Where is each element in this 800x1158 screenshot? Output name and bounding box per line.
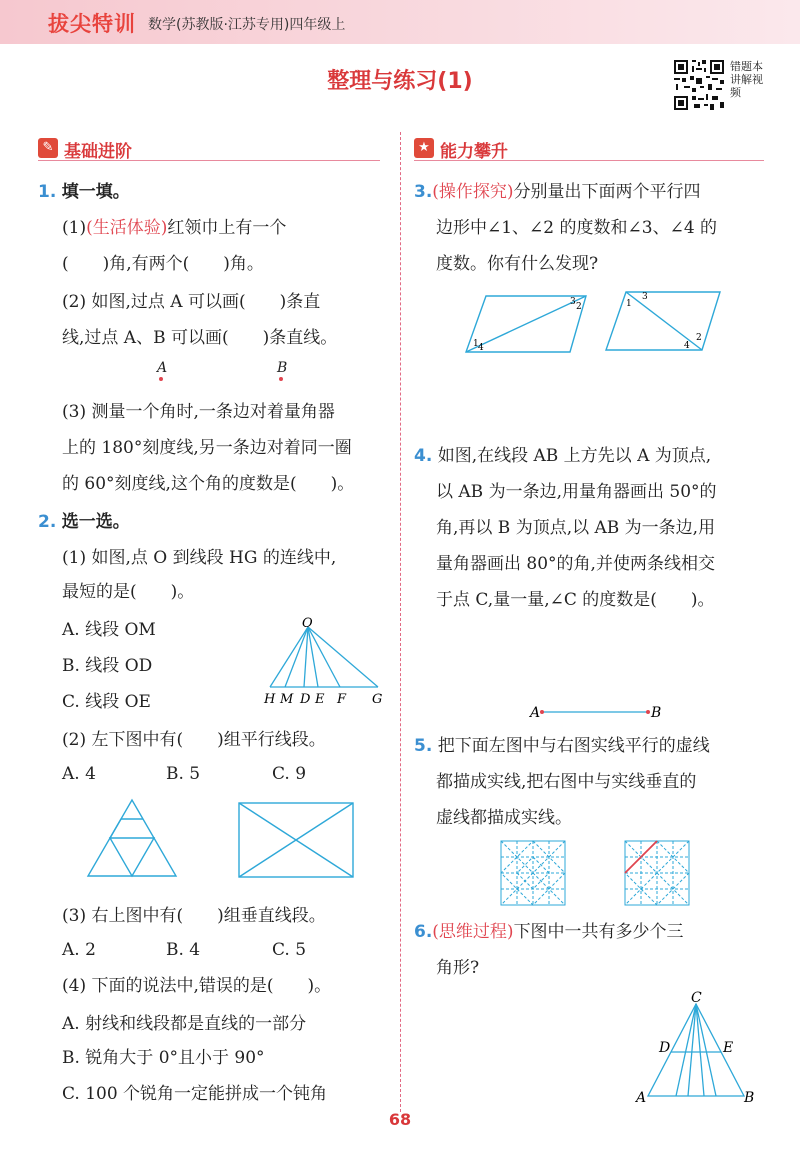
q2-s2-option-a[interactable]: A. 4 — [62, 764, 96, 784]
q2-number: 2. — [38, 512, 57, 532]
section-basic-underline — [38, 160, 380, 161]
q6-tag: (思维过程) — [432, 922, 514, 942]
tri-label-d: D — [659, 1040, 671, 1056]
point-b-label: B — [277, 360, 288, 376]
q3-line2: 边形中∠1、∠2 的度数和∠3、∠4 的 — [436, 218, 718, 238]
tri-label-b: B — [744, 1090, 755, 1106]
p1-angle-1: 1 — [473, 339, 479, 349]
q2-s2: (2) 左下图中有( )组平行线段。 — [62, 730, 326, 750]
q1-head: 填一填。 — [61, 182, 130, 202]
section-advanced: 能力攀升 — [440, 142, 508, 162]
q3-tag: (操作探究) — [432, 182, 514, 202]
p1-angle-2: 2 — [576, 302, 582, 312]
seg-label-a: A — [530, 705, 541, 721]
dashed-grid-right-figure — [624, 840, 690, 906]
q2-s3-option-c[interactable]: C. 5 — [272, 940, 307, 960]
q4-line2: 以 AB 为一条边,用量角器画出 50°的 — [436, 482, 717, 502]
p1-angle-3: 3 — [570, 297, 576, 307]
q2-s1-line2: 最短的是( )。 — [62, 582, 195, 602]
p2-angle-1: 1 — [626, 299, 632, 309]
q1-part2-line2: 线,过点 A、B 可以画( )条直线。 — [62, 328, 338, 348]
point-a-label: A — [157, 360, 168, 376]
section-basic: 基础进阶 — [64, 142, 132, 162]
q1-heading — [38, 180, 130, 204]
q4-line4: 量角器画出 80°的角,并使两条线相交 — [436, 554, 715, 574]
seg-label-b: B — [651, 705, 662, 721]
subdivided-triangle-figure — [84, 796, 184, 882]
label-m: M — [280, 692, 294, 707]
brand-logo: 拔尖特训 — [48, 12, 136, 36]
q1-part1-line2: ( )角,有两个( )角。 — [62, 254, 264, 274]
q2-head: 选一选。 — [61, 512, 130, 532]
rectangle-diagonals-figure — [236, 800, 356, 882]
q3-text-a: 分别量出下面两个平行四 — [513, 182, 701, 202]
tri-label-a: A — [636, 1090, 647, 1106]
q1-part3-line3: 的 60°刻度线,这个角的度数是( )。 — [62, 474, 355, 494]
q5-number: 5. — [414, 736, 433, 756]
q2-s3-option-a[interactable]: A. 2 — [62, 940, 96, 960]
q2-heading — [38, 510, 130, 534]
climb-icon: ★ — [414, 138, 434, 158]
triangle-count-figure — [634, 988, 764, 1108]
q5-text-a: 把下面左图中与右图实线平行的虚线 — [437, 736, 710, 756]
q4-text-a: 如图,在线段 AB 上方先以 A 为顶点, — [437, 446, 712, 466]
q3-line3: 度数。你有什么发现? — [436, 254, 599, 274]
q1-number: 1. — [38, 182, 57, 202]
q2-s4-option-b[interactable]: B. 锐角大于 0°且小于 90° — [62, 1048, 265, 1068]
pen-icon: ✎ — [38, 138, 58, 158]
q5-line3: 虚线都描成实线。 — [436, 808, 572, 828]
label-e: E — [315, 692, 325, 707]
label-g: G — [372, 692, 383, 707]
q5-line2: 都描成实线,把右图中与实线垂直的 — [436, 772, 697, 792]
q1-part3-line1: (3) 测量一个角时,一条边对着量角器 — [62, 402, 335, 422]
triangle-ohg-figure — [260, 615, 390, 710]
parallelogram-2-figure — [604, 288, 724, 356]
q3-line1 — [414, 180, 701, 204]
q1-part2-line1: (2) 如图,过点 A 可以画( )条直 — [62, 292, 321, 312]
point-a-dot — [159, 377, 163, 381]
qr-code-icon[interactable] — [672, 58, 726, 112]
page-title: 整理与练习(1) — [327, 69, 473, 94]
tri-label-e: E — [723, 1040, 734, 1056]
label-f: F — [337, 692, 347, 707]
q2-s3-option-b[interactable]: B. 4 — [166, 940, 201, 960]
segment-ab-figure — [530, 702, 662, 722]
q1-p1-a: (1) — [62, 218, 87, 238]
page-number: 68 — [388, 1110, 412, 1129]
q2-s1-option-c[interactable]: C. 线段 OE — [62, 692, 151, 712]
label-o: O — [302, 616, 313, 631]
dashed-grid-left-figure — [500, 840, 566, 906]
p2-angle-2: 2 — [696, 333, 702, 343]
point-b-dot — [279, 377, 283, 381]
tri-label-c: C — [691, 990, 702, 1006]
q4-line5: 于点 C,量一量,∠C 的度数是( )。 — [436, 590, 715, 610]
parallelogram-1-figure — [462, 290, 592, 356]
q2-s2-option-b[interactable]: B. 5 — [166, 764, 201, 784]
p2-angle-4: 4 — [684, 341, 690, 351]
q2-s3: (3) 右上图中有( )组垂直线段。 — [62, 906, 326, 926]
q6-line2: 角形? — [436, 958, 480, 978]
q6-line1 — [414, 920, 684, 944]
label-d: D — [300, 692, 311, 707]
subject-label: 数学(苏教版·江苏专用)四年级上 — [148, 17, 346, 33]
q1-p1-b: 红领巾上有一个 — [167, 218, 287, 238]
q2-s4: (4) 下面的说法中,错误的是( )。 — [62, 976, 332, 996]
q4-number: 4. — [414, 446, 433, 466]
q2-s1-option-b[interactable]: B. 线段 OD — [62, 656, 153, 676]
q2-s2-option-c[interactable]: C. 9 — [272, 764, 307, 784]
q1-part3-line2: 上的 180°刻度线,另一条边对着同一圈 — [62, 438, 352, 458]
q6-number: 6. — [414, 922, 433, 942]
q6-text-a: 下图中一共有多少个三 — [513, 922, 684, 942]
section-advanced-underline — [414, 160, 764, 161]
qr-label: 错题本讲解视频 — [730, 60, 763, 99]
q2-s4-option-a[interactable]: A. 射线和线段都是直线的一部分 — [62, 1014, 307, 1034]
q5-line1 — [414, 734, 710, 758]
p2-angle-3: 3 — [642, 292, 648, 302]
q4-line3: 角,再以 B 为顶点,以 AB 为一条边,用 — [436, 518, 716, 538]
q1-p1-tag: (生活体验) — [86, 218, 168, 238]
column-divider — [400, 132, 401, 1112]
q4-line1 — [414, 444, 711, 468]
q2-s1-line1: (1) 如图,点 O 到线段 HG 的连线中, — [62, 548, 337, 568]
q1-part1-line1 — [62, 216, 286, 240]
p1-angle-4: 4 — [478, 343, 484, 353]
label-h: H — [264, 692, 276, 707]
q3-number: 3. — [414, 182, 433, 202]
q2-s4-option-c[interactable]: C. 100 个锐角一定能拼成一个钝角 — [62, 1084, 328, 1104]
q2-s1-option-a[interactable]: A. 线段 OM — [62, 620, 156, 640]
